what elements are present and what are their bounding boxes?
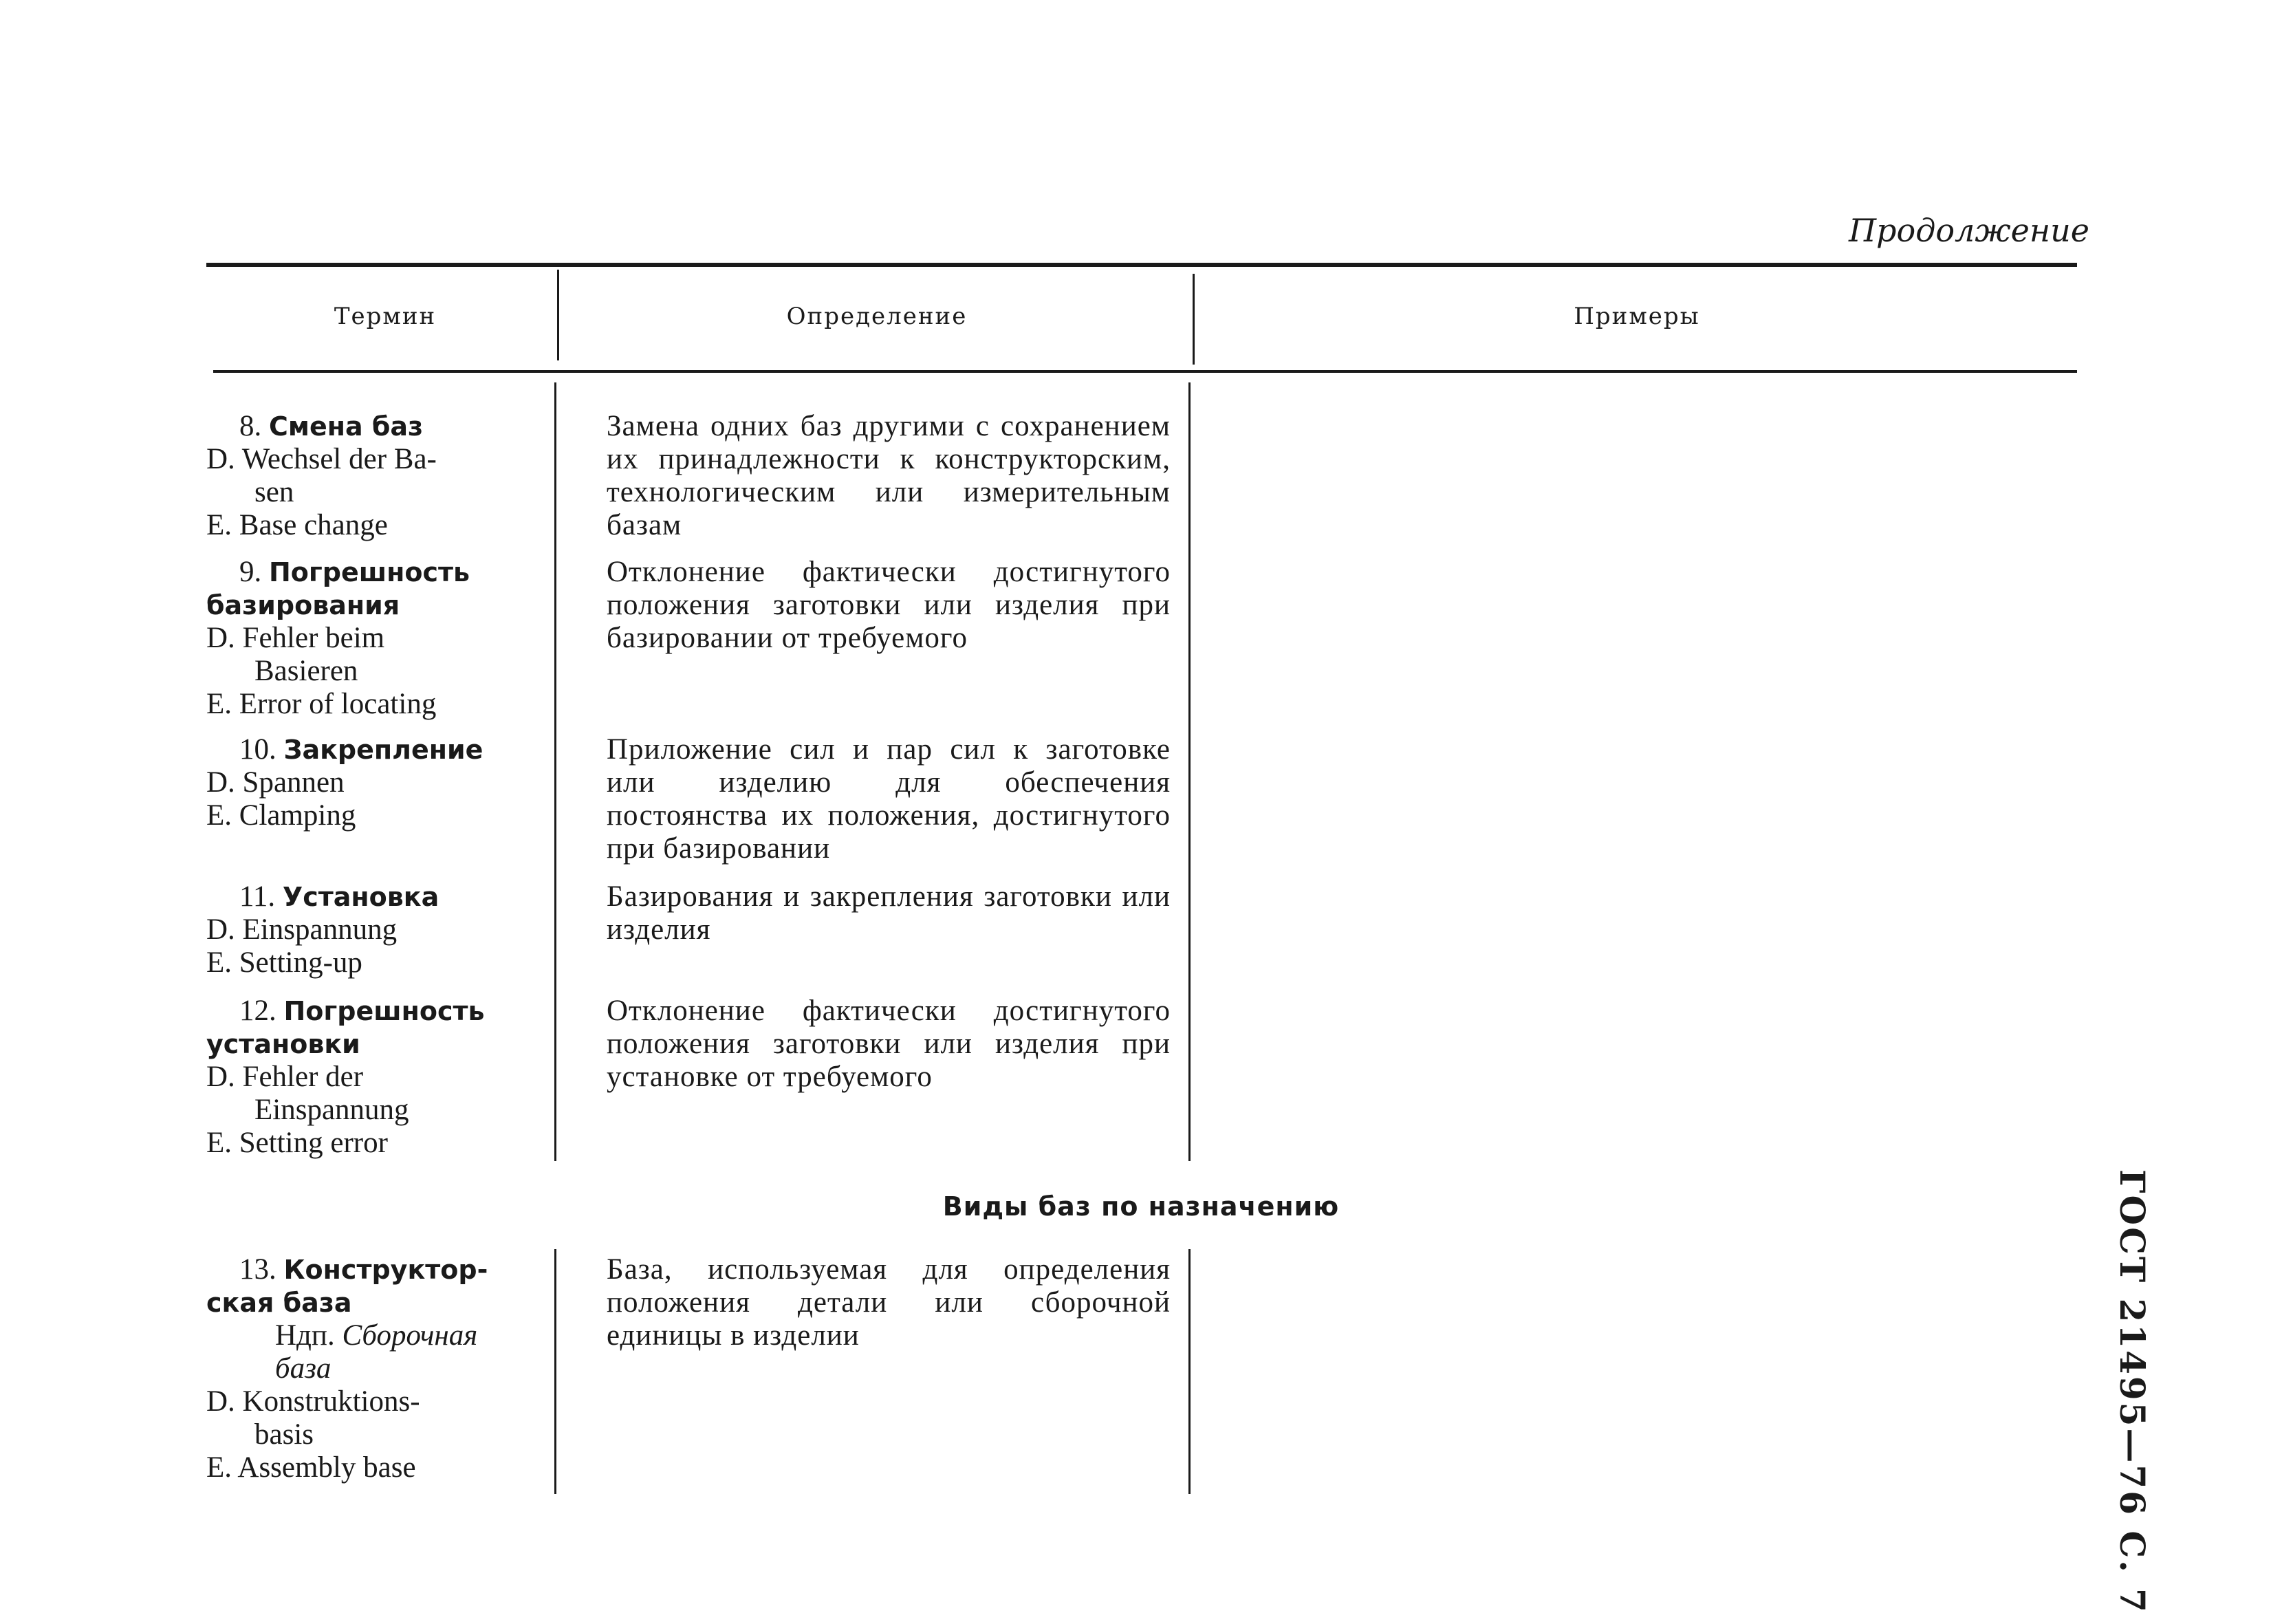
top-rule [206,263,2077,267]
term-11: 11. Установка D. Einspannung E. Setting-up [206,880,439,979]
definition-8: Замена одних баз другими с сохранением их принадлежности к конструкторским, технологическим или измерительным базам [607,410,1171,541]
definition-10: Приложение сил и пар сил к заготовке или изделию для обеспечения постоянства их положения, достигнутого при базировании [607,733,1171,865]
header-divider-1 [557,270,559,360]
header-divider-2 [1193,274,1195,365]
term-13: 13. Конструктор- ская база Ндп. Сборочная база D. Konstruktions- basis E. Assembly base [206,1253,488,1484]
header-bottom-rule [213,370,2077,373]
body-divider-1 [554,382,556,1161]
row13-divider-1 [554,1249,556,1494]
term-12: 12. Погрешность установки D. Fehler der Einspannung E. Setting error [206,995,485,1159]
definition-12: Отклонение фактически достигнутого положения заготовки или изделия при установке от требуемого [607,995,1171,1093]
side-standard-label: ГОСТ 21495—76 С. 7 [2112,1169,2153,1614]
continuation-label: Продолжение [1848,212,2089,249]
definition-13: База, используемая для определения положения детали или сборочной единицы в изделии [607,1253,1171,1352]
column-header-definition: Определение [786,303,968,330]
column-header-term: Термин [334,303,437,330]
term-8: 8. Смена баз D. Wechsel der Ba- sen E. Base change [206,410,437,541]
definition-11: Базирования и закрепления заготовки или изделия [607,880,1171,946]
section-title: Виды баз по назначению [942,1191,1340,1222]
term-9: 9. Погрешность базирования D. Fehler beim Basieren E. Error of locating [206,556,470,720]
column-header-examples: Примеры [1574,303,1700,330]
body-divider-2 [1188,382,1191,1161]
term-10: 10. Закрепление D. Spannen E. Clamping [206,733,483,832]
definition-9: Отклонение фактически достигнутого положения заготовки или изделия при базировании от требуемого [607,556,1171,654]
row13-divider-2 [1188,1249,1191,1494]
